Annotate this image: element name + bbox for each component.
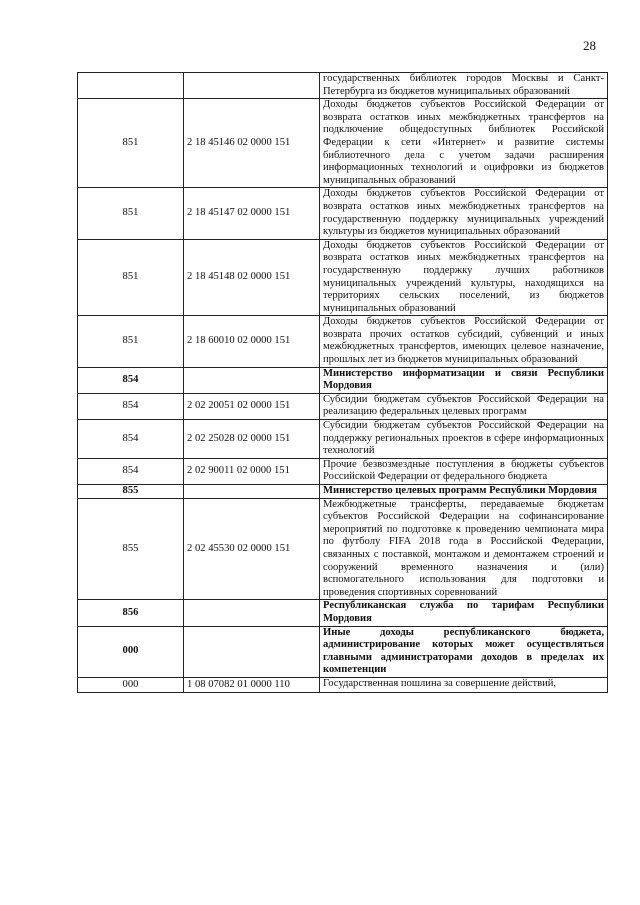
revenue-code-cell — [184, 626, 320, 677]
admin-code-cell-text: 856 — [122, 606, 139, 618]
table-row — [78, 188, 608, 239]
revenue-code-cell-text: 2 02 90011 02 0000 151 — [187, 465, 290, 477]
description-cell-text: Доходы бюджетов субъектов Российской Федерации от возврата остатков иных межбюджетных трансфертов на государственную поддержку муниципальных учреждений культуры из бюджетов муниципальных образований — [323, 188, 604, 238]
table-row — [78, 239, 608, 316]
table-row — [78, 99, 608, 188]
revenue-code-cell-text: 2 18 45147 02 0000 151 — [187, 207, 291, 219]
revenue-code-cell-text: 2 02 25028 02 0000 151 — [187, 432, 291, 444]
description-cell — [320, 367, 608, 393]
revenue-code-cell — [184, 393, 320, 419]
table-row — [78, 458, 608, 484]
admin-code-cell-text: 854 — [122, 400, 139, 412]
admin-code-cell-text: 854 — [122, 465, 139, 477]
description-cell-text: Прочие безвозмездные поступления в бюджеты субъектов Российской Федерации от федерального бюджета — [323, 458, 604, 483]
description-cell — [320, 498, 608, 600]
revenue-code-cell — [184, 99, 320, 188]
revenue-code-cell — [184, 188, 320, 239]
table-body — [78, 73, 608, 693]
admin-code-cell-text: 855 — [122, 485, 139, 496]
table-row — [78, 393, 608, 419]
admin-code-cell-text: 851 — [122, 335, 139, 347]
revenue-code-cell — [184, 600, 320, 626]
description-cell-text: Министерство целевых программ Республики Мордовия — [323, 485, 597, 496]
revenue-code-cell-text: 2 02 20051 02 0000 151 — [187, 400, 291, 412]
revenue-code-cell — [184, 73, 320, 99]
admin-code-cell — [78, 458, 184, 484]
description-cell — [320, 393, 608, 419]
admin-code-cell — [78, 600, 184, 626]
revenue-code-table — [77, 72, 608, 693]
table-row — [78, 485, 608, 499]
revenue-code-cell-text: 2 18 45148 02 0000 151 — [187, 271, 291, 283]
table-row — [78, 626, 608, 677]
admin-code-cell — [78, 239, 184, 316]
admin-code-cell-text: 000 — [122, 645, 139, 657]
admin-code-cell — [78, 498, 184, 600]
description-cell — [320, 316, 608, 367]
admin-code-cell — [78, 73, 184, 99]
admin-code-cell — [78, 626, 184, 677]
description-cell-text: Субсидии бюджетам субъектов Российской Федерации на реализацию федеральных целевых программ — [323, 393, 604, 418]
revenue-code-cell — [184, 420, 320, 459]
revenue-code-cell-text: 2 18 45146 02 0000 151 — [187, 136, 291, 148]
admin-code-cell — [78, 420, 184, 459]
admin-code-cell-text: 854 — [122, 373, 139, 385]
page-number: 28 — [583, 38, 596, 53]
revenue-code-cell — [184, 677, 320, 692]
description-cell — [320, 485, 608, 499]
description-cell-text: Межбюджетные трансферты, передаваемые бюджетам субъектов Российской Федерации на софинансирование мероприятий по подготовке к проведению чемпионата мира по футболу FIFA 2018 года в Российской Федерации, связанных с поставкой, монтажом и демонтажем строений и сооружений временного назначения и (или) вспомогательного использования для подготовки и проведения спортивных соревнований — [323, 498, 604, 598]
description-cell-text: Доходы бюджетов субъектов Российской Федерации от возврата прочих остатков субсидий, субвенций и иных межбюджетных трансфертов, имеющих целевое назначение, прошлых лет из бюджетов муниципальных образований — [323, 316, 604, 366]
description-cell — [320, 73, 608, 99]
description-cell-text: Государственная пошлина за совершение действий, — [323, 677, 557, 689]
admin-code-cell-text: 854 — [122, 432, 139, 444]
revenue-code-cell-text: 1 08 07082 01 0000 110 — [187, 678, 290, 690]
revenue-code-cell — [184, 239, 320, 316]
description-cell-text: Субсидии бюджетам субъектов Российской Федерации на поддержку региональных проектов в сфере информационных технологий — [323, 420, 604, 457]
revenue-code-cell-text: 2 18 60010 02 0000 151 — [187, 335, 291, 347]
table-row — [78, 677, 608, 692]
description-cell — [320, 188, 608, 239]
admin-code-cell — [78, 367, 184, 393]
description-cell — [320, 600, 608, 626]
table-row — [78, 600, 608, 626]
revenue-code-cell — [184, 498, 320, 600]
description-cell-text: государственных библиотек городов Москвы и Санкт-Петербурга из бюджетов муниципальных образований — [323, 73, 604, 97]
admin-code-cell-text: 851 — [122, 271, 139, 283]
description-cell — [320, 458, 608, 484]
revenue-code-cell — [184, 485, 320, 499]
table-row — [78, 420, 608, 459]
description-cell-text: Доходы бюджетов субъектов Российской Федерации от возврата остатков иных межбюджетных трансфертов на государственную поддержку лучших работников муниципальных учреждений культуры, находящихся на территориях сельских поселений, из бюджетов муниципальных образований — [323, 239, 604, 314]
admin-code-cell-text: 851 — [122, 207, 139, 219]
description-cell — [320, 99, 608, 188]
revenue-code-cell — [184, 367, 320, 393]
description-cell — [320, 626, 608, 677]
table-row — [78, 367, 608, 393]
description-cell-text: Доходы бюджетов субъектов Российской Федерации от возврата остатков иных межбюджетных трансфертов на подключение общедоступных библиотек Российской Федерации к сети «Интернет» и развитие системы библиотечного дела с учетом задачи расширения информационных технологий и оцифровки из бюджетов муниципальных образований — [323, 99, 604, 186]
revenue-code-cell — [184, 316, 320, 367]
table-row — [78, 316, 608, 367]
admin-code-cell — [78, 188, 184, 239]
revenue-code-cell-text: 2 02 45530 02 0000 151 — [187, 542, 291, 554]
admin-code-cell-text: 855 — [122, 542, 139, 554]
admin-code-cell — [78, 485, 184, 499]
table-row — [78, 73, 608, 99]
admin-code-cell-text: 851 — [122, 136, 139, 148]
revenue-code-cell — [184, 458, 320, 484]
admin-code-cell — [78, 316, 184, 367]
description-cell — [320, 420, 608, 459]
description-cell-text: Министерство информатизации и связи Республики Мордовия — [323, 367, 604, 392]
description-cell — [320, 239, 608, 316]
admin-code-cell — [78, 393, 184, 419]
description-cell-text: Иные доходы республиканского бюджета, администрирование которых может осуществляться главными администраторами доходов в пределах их компетенции — [323, 626, 604, 676]
description-cell — [320, 677, 608, 692]
description-cell-text: Республиканская служба по тарифам Республики Мордовия — [323, 600, 604, 624]
table-row — [78, 498, 608, 600]
admin-code-cell-text: 000 — [122, 678, 139, 690]
admin-code-cell — [78, 677, 184, 692]
admin-code-cell — [78, 99, 184, 188]
